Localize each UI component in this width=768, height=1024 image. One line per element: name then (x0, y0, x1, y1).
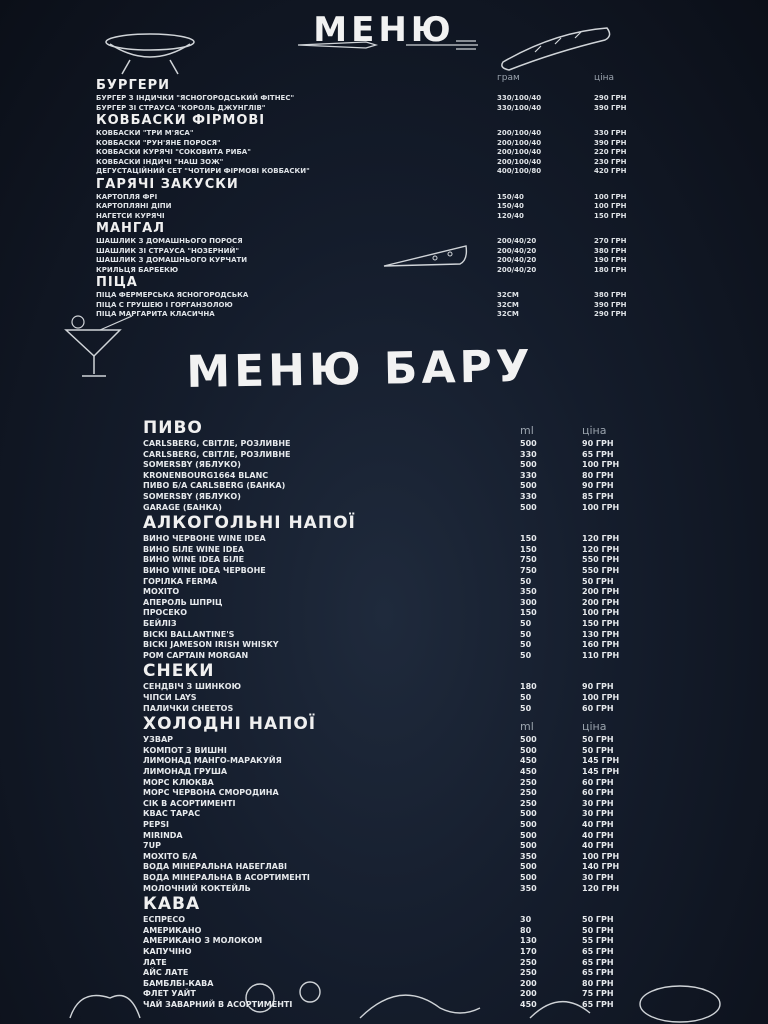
menu-item-row (0, 94, 768, 104)
menu-item-row (0, 756, 768, 766)
item-price: 90 ГРН (582, 481, 614, 491)
section-title: ГАРЯЧІ ЗАКУСКИ (96, 176, 239, 192)
menu-item-row (0, 862, 768, 872)
item-name: СЕНДВІЧ З ШИНКОЮ (143, 682, 241, 692)
item-name: SOMERSBY (ЯБЛУКО) (143, 460, 241, 470)
item-quantity: 50 (520, 650, 532, 660)
menu-item-row (0, 735, 768, 745)
menu-item-row (0, 503, 768, 513)
item-quantity: 30 (520, 915, 532, 925)
item-quantity: 300 (520, 597, 537, 607)
menu-item-row (0, 630, 768, 640)
item-price: 120 ГРН (582, 544, 620, 554)
item-name: ШАШЛИК З ДОМАШНЬОГО ПОРОСЯ (96, 237, 243, 245)
item-quantity: 32СМ (497, 300, 519, 309)
menu-item-row (0, 799, 768, 809)
item-quantity: 500 (520, 809, 537, 819)
item-name: ДЕГУСТАЦІЙНИЙ СЕТ "ЧОТИРИ ФІРМОВІ КОВБАСКИ" (96, 167, 310, 175)
item-quantity: 330 (520, 470, 537, 480)
item-price: 65 ГРН (582, 957, 614, 967)
item-price: 290 ГРН (594, 310, 627, 318)
item-price: 100 ГРН (582, 608, 620, 618)
item-name: ЛИМОНАД ГРУША (143, 767, 228, 776)
item-price: 90 ГРН (582, 682, 614, 692)
section-title: АЛКОГОЛЬНІ НАПОЇ (143, 513, 356, 534)
item-name: БУРГЕР З ІНДИЧКИ "ЯСНОГОРОДСЬКИЙ ФІТНЕС" (96, 94, 295, 102)
item-name: КАРТОПЛЯНІ ДІПИ (96, 202, 172, 210)
item-quantity: 500 (520, 460, 537, 470)
item-price: 110 ГРН (582, 650, 620, 660)
menu-item-row (0, 545, 768, 555)
item-price: 120 ГРН (582, 883, 620, 893)
item-quantity: 200 (520, 978, 537, 988)
menu-item-row (0, 450, 768, 460)
menu-item-row (0, 989, 768, 999)
item-quantity: 200 (520, 989, 537, 999)
item-price: 60 ГРН (582, 703, 614, 713)
item-quantity: 750 (520, 555, 537, 565)
item-quantity: 450 (520, 1000, 537, 1009)
item-price: 85 ГРН (582, 492, 614, 501)
item-price: 390 ГРН (594, 138, 627, 147)
grill-icon (100, 30, 200, 75)
menu-item-row (0, 471, 768, 481)
menu-item-row (0, 577, 768, 587)
item-quantity: 150/40 (497, 202, 524, 210)
item-name: МОХІТО Б/А (143, 851, 198, 861)
menu-item-row (0, 947, 768, 957)
item-price: 90 ГРН (582, 439, 614, 448)
item-quantity: 330 (520, 492, 537, 501)
item-quantity: 500 (520, 481, 537, 491)
item-quantity: 250 (520, 968, 537, 978)
item-name: ШАШЛИК З ДОМАШНЬОГО КУРЧАТИ (96, 256, 248, 264)
item-name: 7UP (143, 841, 161, 851)
item-name: SOMERSBY (ЯБЛУКО) (143, 492, 241, 501)
item-price: 100 ГРН (594, 202, 627, 210)
item-price: 50 ГРН (582, 735, 614, 745)
item-name: CARLSBERG, СВІТЛЕ, РОЗЛИВНЕ (143, 439, 291, 448)
item-name: ВИНО WINE IDEA ЧЕРВОНЕ (143, 566, 266, 575)
menu-item-row (0, 492, 768, 502)
item-quantity: 50 (520, 629, 532, 639)
menu-item-row (0, 1000, 768, 1010)
item-quantity: 200/40/20 (497, 256, 537, 264)
item-price: 150 ГРН (582, 619, 620, 628)
menu-item-row (0, 129, 768, 139)
item-quantity: 500 (520, 745, 537, 755)
item-name: MIRINDA (143, 830, 183, 840)
item-price: 380 ГРН (594, 291, 627, 299)
price-column-header: ціна (594, 73, 615, 83)
item-name: ЛАТЕ (143, 957, 167, 967)
item-quantity: 32СМ (497, 310, 519, 318)
item-name: НАГЕТСИ КУРЯЧІ (96, 211, 165, 220)
item-price: 380 ГРН (594, 246, 627, 255)
bar-menu-title: МЕНЮ БАРУ (185, 340, 535, 399)
item-price: 40 ГРН (582, 820, 614, 829)
price-column-header: ціна (582, 720, 607, 734)
menu-item-row (0, 693, 768, 703)
item-quantity: 170 (520, 947, 537, 956)
item-price: 270 ГРН (594, 237, 627, 245)
menu-item-row (0, 926, 768, 936)
item-price: 65 ГРН (582, 947, 614, 956)
item-name: УЗВАР (143, 735, 174, 745)
item-quantity: 50 (520, 693, 532, 702)
item-price: 550 ГРН (582, 555, 620, 565)
menu-item-row (0, 104, 768, 114)
item-name: АПЕРОЛЬ ШПРІЦ (143, 597, 223, 607)
item-name: КРИЛЬЦЯ БАРБЕКЮ (96, 265, 179, 274)
menu-item-row (0, 439, 768, 449)
item-name: ПІЦА МАРГАРИТА КЛАСИЧНА (96, 310, 215, 318)
qty-column-header: грам (497, 73, 520, 83)
cocktail-glass-icon (60, 312, 140, 382)
item-price: 290 ГРН (594, 94, 627, 102)
item-quantity: 50 (520, 640, 532, 650)
item-quantity: 150/40 (497, 192, 524, 201)
item-quantity: 200/100/40 (497, 157, 542, 166)
item-quantity: 500 (520, 873, 537, 882)
item-name: ЛИМОНАД МАНГО-МАРАКУЙЯ (143, 756, 282, 766)
item-price: 150 ГРН (594, 211, 627, 220)
item-price: 80 ГРН (582, 470, 614, 480)
item-price: 30 ГРН (582, 809, 614, 819)
knife-fork-icon (296, 38, 481, 52)
item-name: БЕЙЛІЗ (143, 619, 177, 628)
price-column-header: ціна (582, 424, 607, 437)
item-name: PEPSI (143, 820, 169, 829)
item-name: КОМПОТ З ВИШНІ (143, 745, 227, 755)
menu-item-row (0, 291, 768, 301)
item-name: ФЛЕТ УАЙТ (143, 989, 196, 999)
menu-item-row (0, 841, 768, 851)
item-quantity: 500 (520, 502, 537, 512)
item-quantity: 200/100/40 (497, 129, 542, 137)
menu-item-row (0, 212, 768, 222)
section-title: ПІЦА (96, 275, 138, 290)
item-price: 40 ГРН (582, 830, 614, 840)
item-price: 100 ГРН (582, 693, 620, 702)
item-quantity: 330/100/40 (497, 94, 542, 102)
item-price: 230 ГРН (594, 157, 627, 166)
menu-item-row (0, 651, 768, 661)
item-price: 60 ГРН (582, 788, 614, 798)
item-quantity: 50 (520, 576, 532, 586)
item-name: ПРОСЕКО (143, 608, 188, 618)
item-price: 330 ГРН (594, 129, 627, 137)
item-quantity: 50 (520, 619, 532, 628)
item-quantity: 200/100/40 (497, 148, 542, 156)
menu-item-row (0, 820, 768, 830)
menu-item-row (0, 566, 768, 576)
menu-item-row (0, 640, 768, 650)
item-quantity: 250 (520, 777, 537, 787)
menu-item-row (0, 746, 768, 756)
item-price: 65 ГРН (582, 968, 614, 978)
item-quantity: 200/40/20 (497, 265, 537, 274)
item-quantity: 500 (520, 862, 537, 872)
item-name: ВІСКІ BALLANTINE'S (143, 629, 235, 639)
menu-item-row (0, 247, 768, 257)
menu-item-row (0, 555, 768, 565)
item-quantity: 50 (520, 703, 532, 713)
menu-item-row (0, 158, 768, 168)
menu-item-row (0, 704, 768, 714)
menu-item-row (0, 936, 768, 946)
section-title: КАВА (143, 894, 201, 915)
item-quantity: 450 (520, 756, 537, 766)
section-title: КОВБАСКИ ФІРМОВІ (96, 113, 266, 128)
menu-item-row (0, 831, 768, 841)
item-price: 100 ГРН (582, 851, 620, 861)
menu-item-row (0, 460, 768, 470)
item-name: ШАШЛИК ЗІ СТРАУСА "НОЗЕРНИЙ" (96, 246, 239, 255)
item-price: 30 ГРН (582, 798, 614, 808)
item-price: 65 ГРН (582, 1000, 614, 1009)
item-price: 145 ГРН (582, 767, 620, 776)
item-quantity: 350 (520, 851, 537, 861)
menu-item-row (0, 202, 768, 212)
item-price: 50 ГРН (582, 925, 614, 935)
item-name: KRONENBOURG1664 BLANC (143, 470, 269, 480)
item-name: БАМБЛБІ-КАВА (143, 978, 214, 988)
item-price: 390 ГРН (594, 103, 627, 112)
menu-item-row (0, 979, 768, 989)
section-title: СНЕКИ (143, 661, 215, 682)
item-quantity: 450 (520, 767, 537, 776)
menu-item-row (0, 481, 768, 491)
item-quantity: 500 (520, 820, 537, 829)
item-name: КАРТОПЛЯ ФРІ (96, 192, 158, 201)
item-name: ЧІПСИ LAYS (143, 693, 197, 702)
item-name: GARAGE (БАНКА) (143, 502, 222, 512)
qty-column-header: ml (520, 720, 534, 734)
item-name: ПІЦА ФЕРМЕРСЬКА ЯСНОГОРОДСЬКА (96, 291, 249, 299)
item-name: КОВБАСКИ "ТРИ М'ЯСА" (96, 129, 194, 137)
item-quantity: 500 (520, 439, 537, 448)
item-name: МОРС КЛЮКВА (143, 777, 214, 787)
item-price: 200 ГРН (582, 587, 620, 597)
item-price: 55 ГРН (582, 936, 614, 946)
menu-item-row (0, 301, 768, 311)
item-quantity: 330/100/40 (497, 103, 542, 112)
item-price: 100 ГРН (582, 502, 620, 512)
item-quantity: 500 (520, 830, 537, 840)
menu-item-row (0, 534, 768, 544)
item-price: 50 ГРН (582, 576, 614, 586)
menu-item-row (0, 310, 768, 320)
menu-item-row (0, 139, 768, 149)
menu-item-row (0, 608, 768, 618)
item-quantity: 350 (520, 883, 537, 893)
menu-item-row (0, 767, 768, 777)
item-name: ВІСКІ JAMESON IRISH WHISKY (143, 640, 279, 650)
item-quantity: 500 (520, 735, 537, 745)
item-price: 100 ГРН (594, 192, 627, 201)
menu-item-row (0, 809, 768, 819)
menu-item-row (0, 958, 768, 968)
menu-item-row (0, 256, 768, 266)
item-price: 40 ГРН (582, 841, 614, 851)
item-name: КАПУЧІНО (143, 947, 192, 956)
menu-item-row (0, 167, 768, 177)
item-name: АМЕРИКАНО (143, 925, 202, 935)
menu-item-row (0, 852, 768, 862)
item-name: ЧАЙ ЗАВАРНИЙ В АСОРТИМЕНТІ (143, 1000, 293, 1009)
item-name: РОМ CAPTAIN MORGAN (143, 650, 249, 660)
menu-title: МЕНЮ (313, 10, 455, 50)
item-price: 50 ГРН (582, 745, 614, 755)
item-price: 200 ГРН (582, 597, 620, 607)
item-name: КОВБАСКИ ІНДИЧІ "НАШ ЗОЖ" (96, 157, 224, 166)
item-price: 140 ГРН (582, 862, 620, 872)
item-quantity: 400/100/80 (497, 167, 542, 175)
item-price: 120 ГРН (582, 534, 620, 544)
item-price: 550 ГРН (582, 566, 620, 575)
item-price: 420 ГРН (594, 167, 627, 175)
item-quantity: 250 (520, 788, 537, 798)
item-price: 75 ГРН (582, 989, 614, 999)
item-quantity: 250 (520, 798, 537, 808)
item-quantity: 750 (520, 566, 537, 575)
item-quantity: 250 (520, 957, 537, 967)
item-name: ВОДА МІНЕРАЛЬНА НАБЕГЛАВІ (143, 862, 288, 872)
item-name: ВИНО ЧЕРВОНЕ WINE IDEA (143, 534, 266, 544)
item-name: ВОДА МІНЕРАЛЬНА В АСОРТИМЕНТІ (143, 873, 310, 882)
item-name: ЕСПРЕСО (143, 915, 186, 925)
item-quantity: 150 (520, 534, 537, 544)
section-title: БУРГЕРИ (96, 78, 171, 93)
item-name: КОВБАСКИ КУРЯЧІ "СОКОВИТА РИБА" (96, 148, 251, 156)
item-price: 130 ГРН (582, 629, 620, 639)
item-quantity: 120/40 (497, 211, 524, 220)
menu-item-row (0, 778, 768, 788)
section-title: МАНГАЛ (96, 221, 166, 236)
menu-item-row (0, 884, 768, 894)
item-quantity: 130 (520, 936, 537, 946)
item-price: 390 ГРН (594, 300, 627, 309)
menu-item-row (0, 193, 768, 203)
item-price: 145 ГРН (582, 756, 620, 766)
item-name: ВИНО БІЛЕ WINE IDEA (143, 544, 245, 554)
item-quantity: 350 (520, 587, 537, 597)
baguette-icon (495, 22, 615, 72)
item-quantity: 500 (520, 841, 537, 851)
item-name: КВАС ТАРАС (143, 809, 201, 819)
item-price: 160 ГРН (582, 640, 620, 650)
item-name: АЙС ЛАТЕ (143, 968, 189, 978)
item-quantity: 330 (520, 449, 537, 459)
item-name: ГОРІЛКА FERMA (143, 576, 218, 586)
item-quantity: 200/40/20 (497, 246, 537, 255)
item-name: БУРГЕР ЗІ СТРАУСА "КОРОЛЬ ДЖУНГЛІВ" (96, 103, 266, 112)
menu-item-row (0, 968, 768, 978)
item-price: 190 ГРН (594, 256, 627, 264)
item-name: CARLSBERG, СВІТЛЕ, РОЗЛИВНЕ (143, 449, 291, 459)
section-title: ПИВО (143, 418, 203, 438)
menu-item-row (0, 915, 768, 925)
qty-column-header: ml (520, 424, 534, 437)
menu-item-row (0, 682, 768, 692)
item-price: 50 ГРН (582, 915, 614, 925)
item-name: КОВБАСКИ "РУН'ЯНЕ ПОРОСЯ" (96, 138, 221, 147)
menu-item-row (0, 619, 768, 629)
menu-item-row (0, 598, 768, 608)
item-quantity: 80 (520, 925, 532, 935)
item-quantity: 32СМ (497, 291, 519, 299)
item-price: 180 ГРН (594, 265, 627, 274)
menu-item-row (0, 873, 768, 883)
item-quantity: 150 (520, 544, 537, 554)
item-price: 60 ГРН (582, 777, 614, 787)
menu-item-row (0, 148, 768, 158)
item-name: АМЕРИКАНО З МОЛОКОМ (143, 936, 263, 946)
item-price: 80 ГРН (582, 978, 614, 988)
item-name: МОРС ЧЕРВОНА СМОРОДИНА (143, 788, 279, 798)
item-quantity: 150 (520, 608, 537, 618)
item-name: ПИВО Б/А CARLSBERG (БАНКА) (143, 481, 286, 491)
menu-item-row (0, 237, 768, 247)
menu-item-row (0, 587, 768, 597)
item-price: 100 ГРН (582, 460, 620, 470)
menu-item-row (0, 788, 768, 798)
item-name: СІК В АСОРТИМЕНТІ (143, 798, 236, 808)
item-price: 30 ГРН (582, 873, 614, 882)
item-quantity: 200/100/40 (497, 138, 542, 147)
section-title: ХОЛОДНІ НАПОЇ (143, 714, 317, 735)
item-price: 65 ГРН (582, 449, 614, 459)
item-name: ПАЛИЧКИ CHEETOS (143, 703, 234, 713)
item-name: МОЛОЧНИЙ КОКТЕЙЛЬ (143, 883, 251, 893)
item-name: МОХІТО (143, 587, 180, 597)
item-price: 220 ГРН (594, 148, 627, 156)
item-quantity: 200/40/20 (497, 237, 537, 245)
item-name: ВИНО WINE IDEA БІЛЕ (143, 555, 245, 565)
menu-item-row (0, 266, 768, 276)
item-name: ПІЦА С ГРУШЕЮ І ГОРГАНЗОЛОЮ (96, 300, 233, 309)
item-quantity: 180 (520, 682, 537, 692)
